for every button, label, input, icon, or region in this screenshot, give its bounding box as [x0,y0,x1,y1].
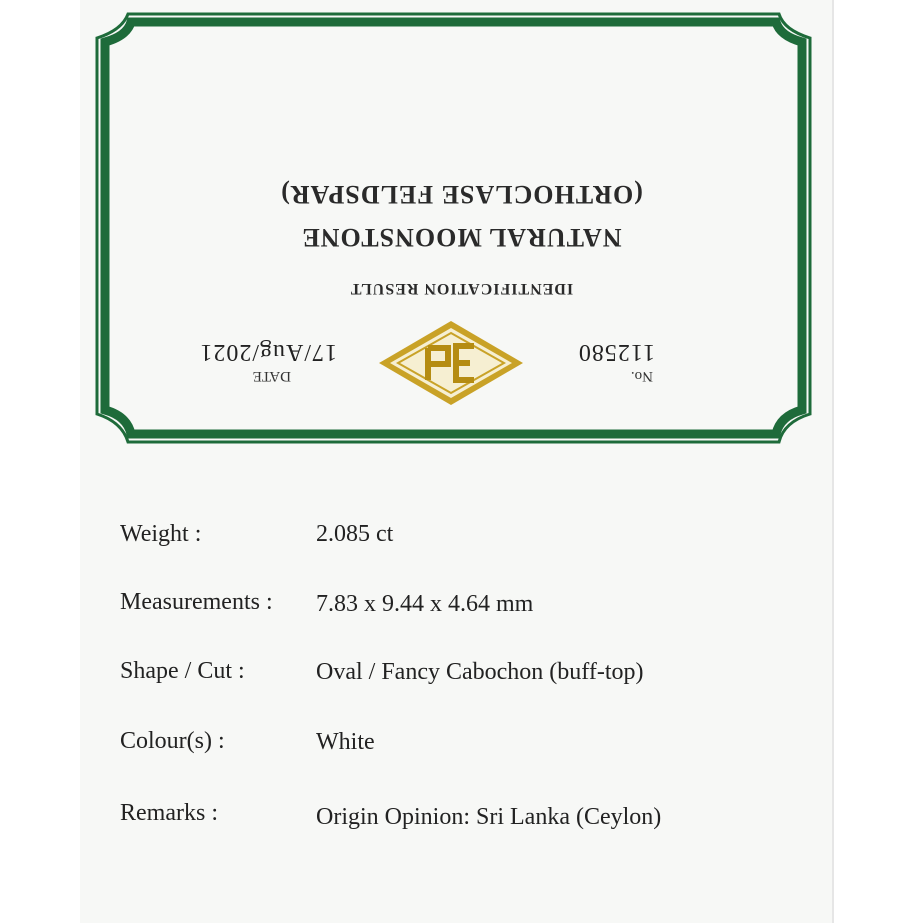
date-label: DATE [252,368,291,384]
colour-value: White [316,729,375,755]
weight-label: Weight : [120,521,202,547]
number-value: 112580 [577,339,655,365]
colour-label: Colour(s) : [120,728,225,754]
shape-cut-value: Oval / Fancy Cabochon (buff-top) [316,659,644,685]
number-label: No. [630,368,653,384]
remarks-value: Origin Opinion: Sri Lanka (Ceylon) [316,804,662,830]
diamond-ep-logo-icon [376,318,526,408]
date-value: 17/Aug/2021 [199,339,337,365]
measurements-value: 7.83 x 9.44 x 4.64 mm [316,591,534,617]
weight-value: 2.085 ct [316,521,394,547]
identification-result-heading: IDENTIFICATION RESULT [349,280,574,297]
gem-name-line2: (ORTHOCLASE FELDSPAR) [280,180,643,209]
gem-name-line1: NATURAL MOONSTONE [301,223,622,252]
measurements-label: Measurements : [120,589,273,615]
remarks-label: Remarks : [120,800,218,826]
shape-cut-label: Shape / Cut : [120,658,245,684]
